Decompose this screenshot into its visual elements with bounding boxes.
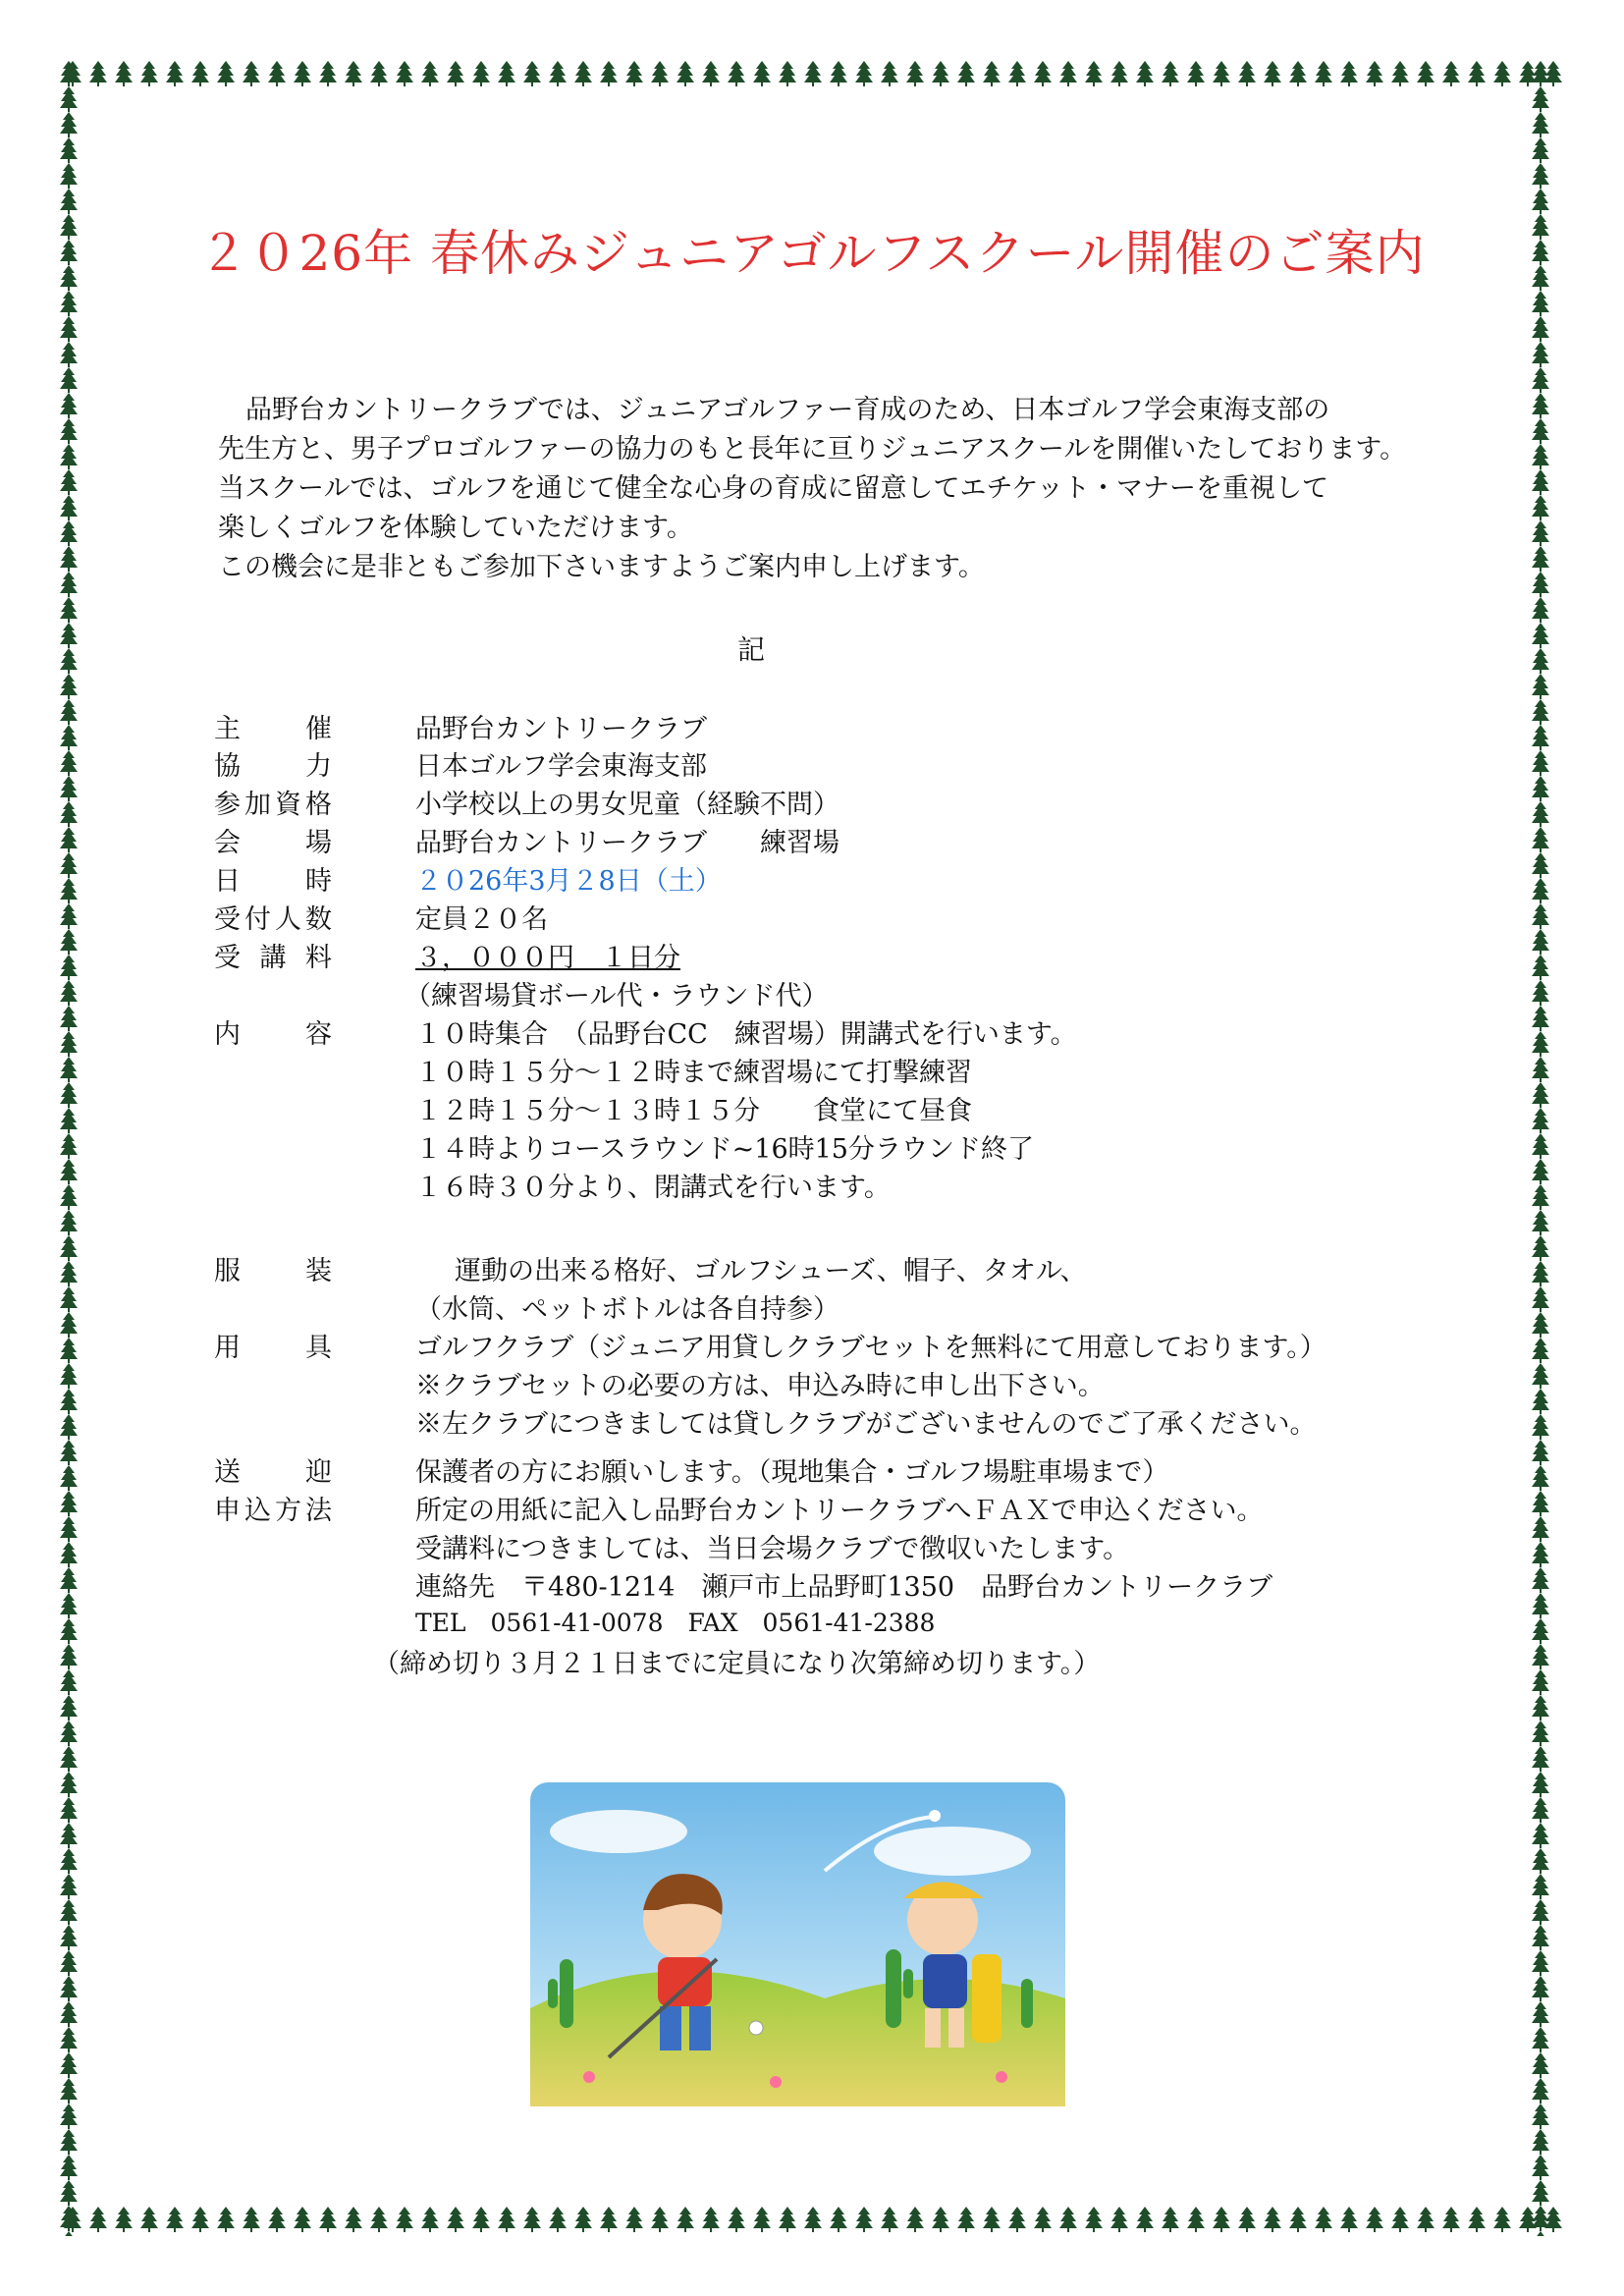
intro-line: 当スクールでは、ゴルフを通じて健全な心身の育成に留意してエチケット・マナーを重視して <box>218 473 1329 504</box>
content-label: 内 容 <box>214 1019 332 1050</box>
fee-value: ３，０００円 １日分 <box>415 943 680 973</box>
fee-payment-note: 受講料につきましては、当日会場クラブで徴収いたします。 <box>415 1534 1130 1564</box>
content-line: １６時３０分より、閉講式を行います。 <box>415 1173 891 1203</box>
application-value: 所定の用紙に記入し品野台カントリークラブへＦＡＸで申込ください。 <box>415 1496 1264 1526</box>
intro-line: 楽しくゴルフを体験していただけます。 <box>218 513 693 543</box>
application-label: 申込方法 <box>214 1496 332 1526</box>
clothing-note: （水筒、ペットボトルは各自持参） <box>415 1294 839 1325</box>
kids-golf-illustration <box>530 1782 1065 2106</box>
ki-heading: 記 <box>736 633 765 666</box>
eligibility-label: 参加資格 <box>214 790 332 820</box>
content-line: １０時集合 （品野台CC 練習場）開講式を行います。 <box>415 1019 1077 1050</box>
equipment-value: ゴルフクラブ（ジュニア用貸しクラブセットを無料にて用意しております。） <box>415 1333 1326 1363</box>
intro-line: この機会に是非ともご参加下さいますようご案内申し上げます。 <box>218 552 985 582</box>
tree-icon <box>61 2205 1563 2234</box>
cooperation-label: 協 力 <box>214 751 332 782</box>
tree-icon <box>55 61 84 2236</box>
equipment-label: 用 具 <box>214 1333 332 1363</box>
equipment-note: ※クラブセットの必要の方は、申込み時に申し出下さい。 <box>415 1371 1105 1401</box>
fee-note: （練習場貸ボール代・ラウンド代） <box>405 981 829 1011</box>
clothing-label: 服 装 <box>214 1256 332 1286</box>
organizer-label: 主 催 <box>214 714 332 744</box>
equipment-note: ※左クラブにつきましては貸しクラブがございませんのでご了承ください。 <box>415 1409 1317 1440</box>
intro-line: 品野台カントリークラブでは、ジュニアゴルファー育成のため、日本ゴルフ学会東海支部の <box>245 395 1330 425</box>
capacity-value: 定員２０名 <box>415 904 548 935</box>
clothing-value: 運動の出来る格好、ゴルフシューズ、帽子、タオル、 <box>455 1256 1087 1286</box>
page-title: ２０26年 春休みジュニアゴルフスクール開催のご案内 <box>198 225 1426 282</box>
capacity-label: 受付人数 <box>214 904 332 935</box>
transport-value: 保護者の方にお願いします。（現地集合・ゴルフ場駐車場まで） <box>415 1457 1169 1488</box>
tree-border-right <box>1527 61 1566 2236</box>
tree-border-top <box>61 59 1563 98</box>
venue-value: 品野台カントリークラブ 練習場 <box>415 828 839 858</box>
content-line: １４時よりコースラウンド~16時15分ラウンド終了 <box>415 1134 1034 1165</box>
cooperation-value: 日本ゴルフ学会東海支部 <box>415 751 707 782</box>
contact-address: 連絡先 〒480-1214 瀬戸市上品野町1350 品野台カントリークラブ <box>415 1572 1273 1603</box>
intro-line: 先生方と、男子プロゴルファーの協力のもと長年に亘りジュニアスクールを開催いたしております。 <box>218 434 1407 465</box>
date-label: 日 時 <box>214 866 332 897</box>
tree-icon <box>1527 61 1556 2236</box>
tree-icon <box>61 59 1563 88</box>
date-value: ２０26年3月２8日（土） <box>415 866 722 897</box>
tree-border-left <box>55 61 94 2236</box>
intro-paragraph <box>218 391 1435 587</box>
deadline-note: （締め切り３月２１日までに定員になり次第締め切ります。） <box>373 1649 1101 1679</box>
fee-label: 受講料 <box>214 943 332 973</box>
venue-label: 会 場 <box>214 828 332 858</box>
content-line: １２時１５分～１３時１５分 食堂にて昼食 <box>415 1096 972 1126</box>
tree-border-bottom <box>61 2205 1563 2244</box>
contact-phone: TEL 0561-41-0078 FAX 0561-41-2388 <box>415 1609 936 1637</box>
content-line: １０時１５分～１２時まで練習場にて打撃練習 <box>415 1058 972 1088</box>
transport-label: 送 迎 <box>214 1457 332 1488</box>
eligibility-value: 小学校以上の男女児童（経験不問） <box>415 790 839 820</box>
organizer-value: 品野台カントリークラブ <box>415 714 707 744</box>
